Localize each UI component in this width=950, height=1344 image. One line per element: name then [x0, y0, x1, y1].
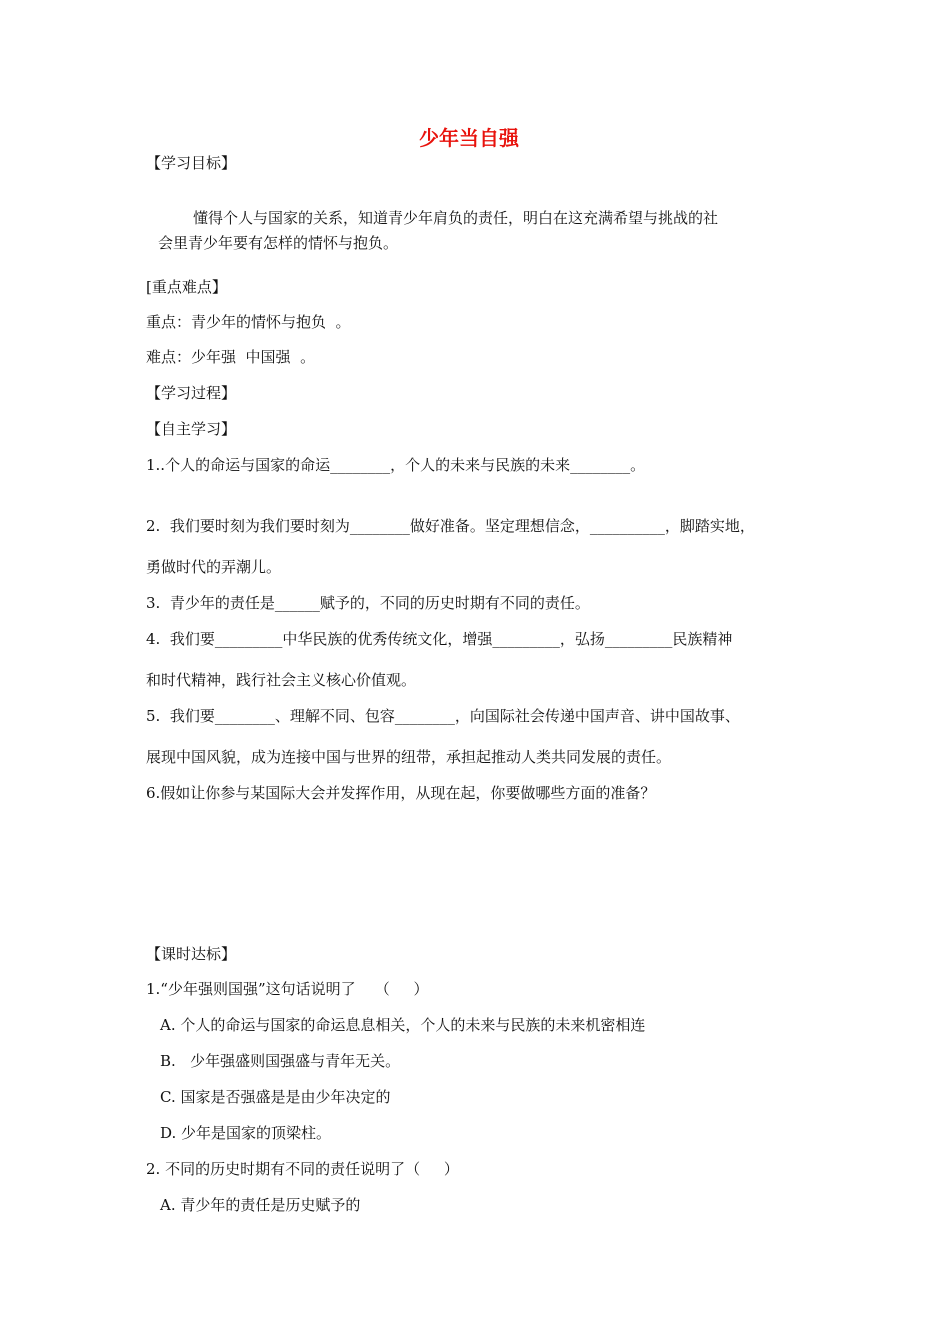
section-objectives-heading: 【学习目标】 — [146, 154, 237, 172]
section-process-heading: 【学习过程】 — [146, 384, 237, 402]
question-6: 6.假如让你参与某国际大会并发挥作用，从现在起，你要做哪些方面的准备？ — [146, 784, 656, 802]
question-5-line2: 展现中国风貌，成为连接中国与世界的纽带，承担起推动人类共同发展的责任。 — [146, 748, 672, 766]
question-2-line2: 勇做时代的弄潮儿。 — [146, 558, 282, 576]
question-2-line1: 2. 我们要时刻为我们要时刻为________做好准备。坚定理想信念，__________，脚踏实地， — [146, 517, 755, 535]
question-1: 1..个人的命运与国家的命运________，个人的未来与民族的未来________。 — [146, 456, 646, 474]
mc-question-1-stem: 1.“少年强则国强”这句话说明了 （ ） — [146, 980, 429, 998]
objectives-text-line2: 会里青少年要有怎样的情怀与抱负。 — [158, 234, 399, 252]
difficult-point-text: 难点：少年强 中国强 。 — [146, 348, 316, 366]
mc-question-1-option-a: A. 个人的命运与国家的命运息息相关，个人的未来与民族的未来机密相连 — [160, 1016, 646, 1034]
question-3: 3. 青少年的责任是______赋予的，不同的历史时期有不同的责任。 — [146, 594, 590, 612]
section-key-points-heading: [重点难点】 — [146, 278, 227, 296]
mc-question-1-option-b: B. 少年强盛则国强盛与青年无关。 — [160, 1052, 401, 1070]
mc-question-1-option-d: D. 少年是国家的顶梁柱。 — [160, 1124, 332, 1142]
question-4-line2: 和时代精神，践行社会主义核心价值观。 — [146, 671, 417, 689]
mc-question-1-option-c: C. 国家是否强盛是是由少年决定的 — [160, 1088, 391, 1106]
question-5-line1: 5. 我们要________、理解不同、包容________，向国际社会传递中国声音、讲中国故事、 — [146, 707, 740, 725]
key-point-text: 重点：青少年的情怀与抱负 。 — [146, 313, 351, 331]
page-title: 少年当自强 — [419, 126, 519, 150]
question-4-line1: 4. 我们要_________中华民族的优秀传统文化，增强_________，弘扬_________民族精神 — [146, 630, 733, 648]
mc-question-2-stem: 2. 不同的历史时期有不同的责任说明了（ ） — [146, 1160, 459, 1178]
section-self-study-heading: 【自主学习】 — [146, 420, 237, 438]
section-class-goal-heading: 【课时达标】 — [146, 945, 237, 963]
objectives-text-line1: 懂得个人与国家的关系，知道青少年肩负的责任，明白在这充满希望与挑战的社 — [193, 209, 719, 227]
mc-question-2-option-a: A. 青少年的责任是历史赋予的 — [160, 1196, 361, 1214]
